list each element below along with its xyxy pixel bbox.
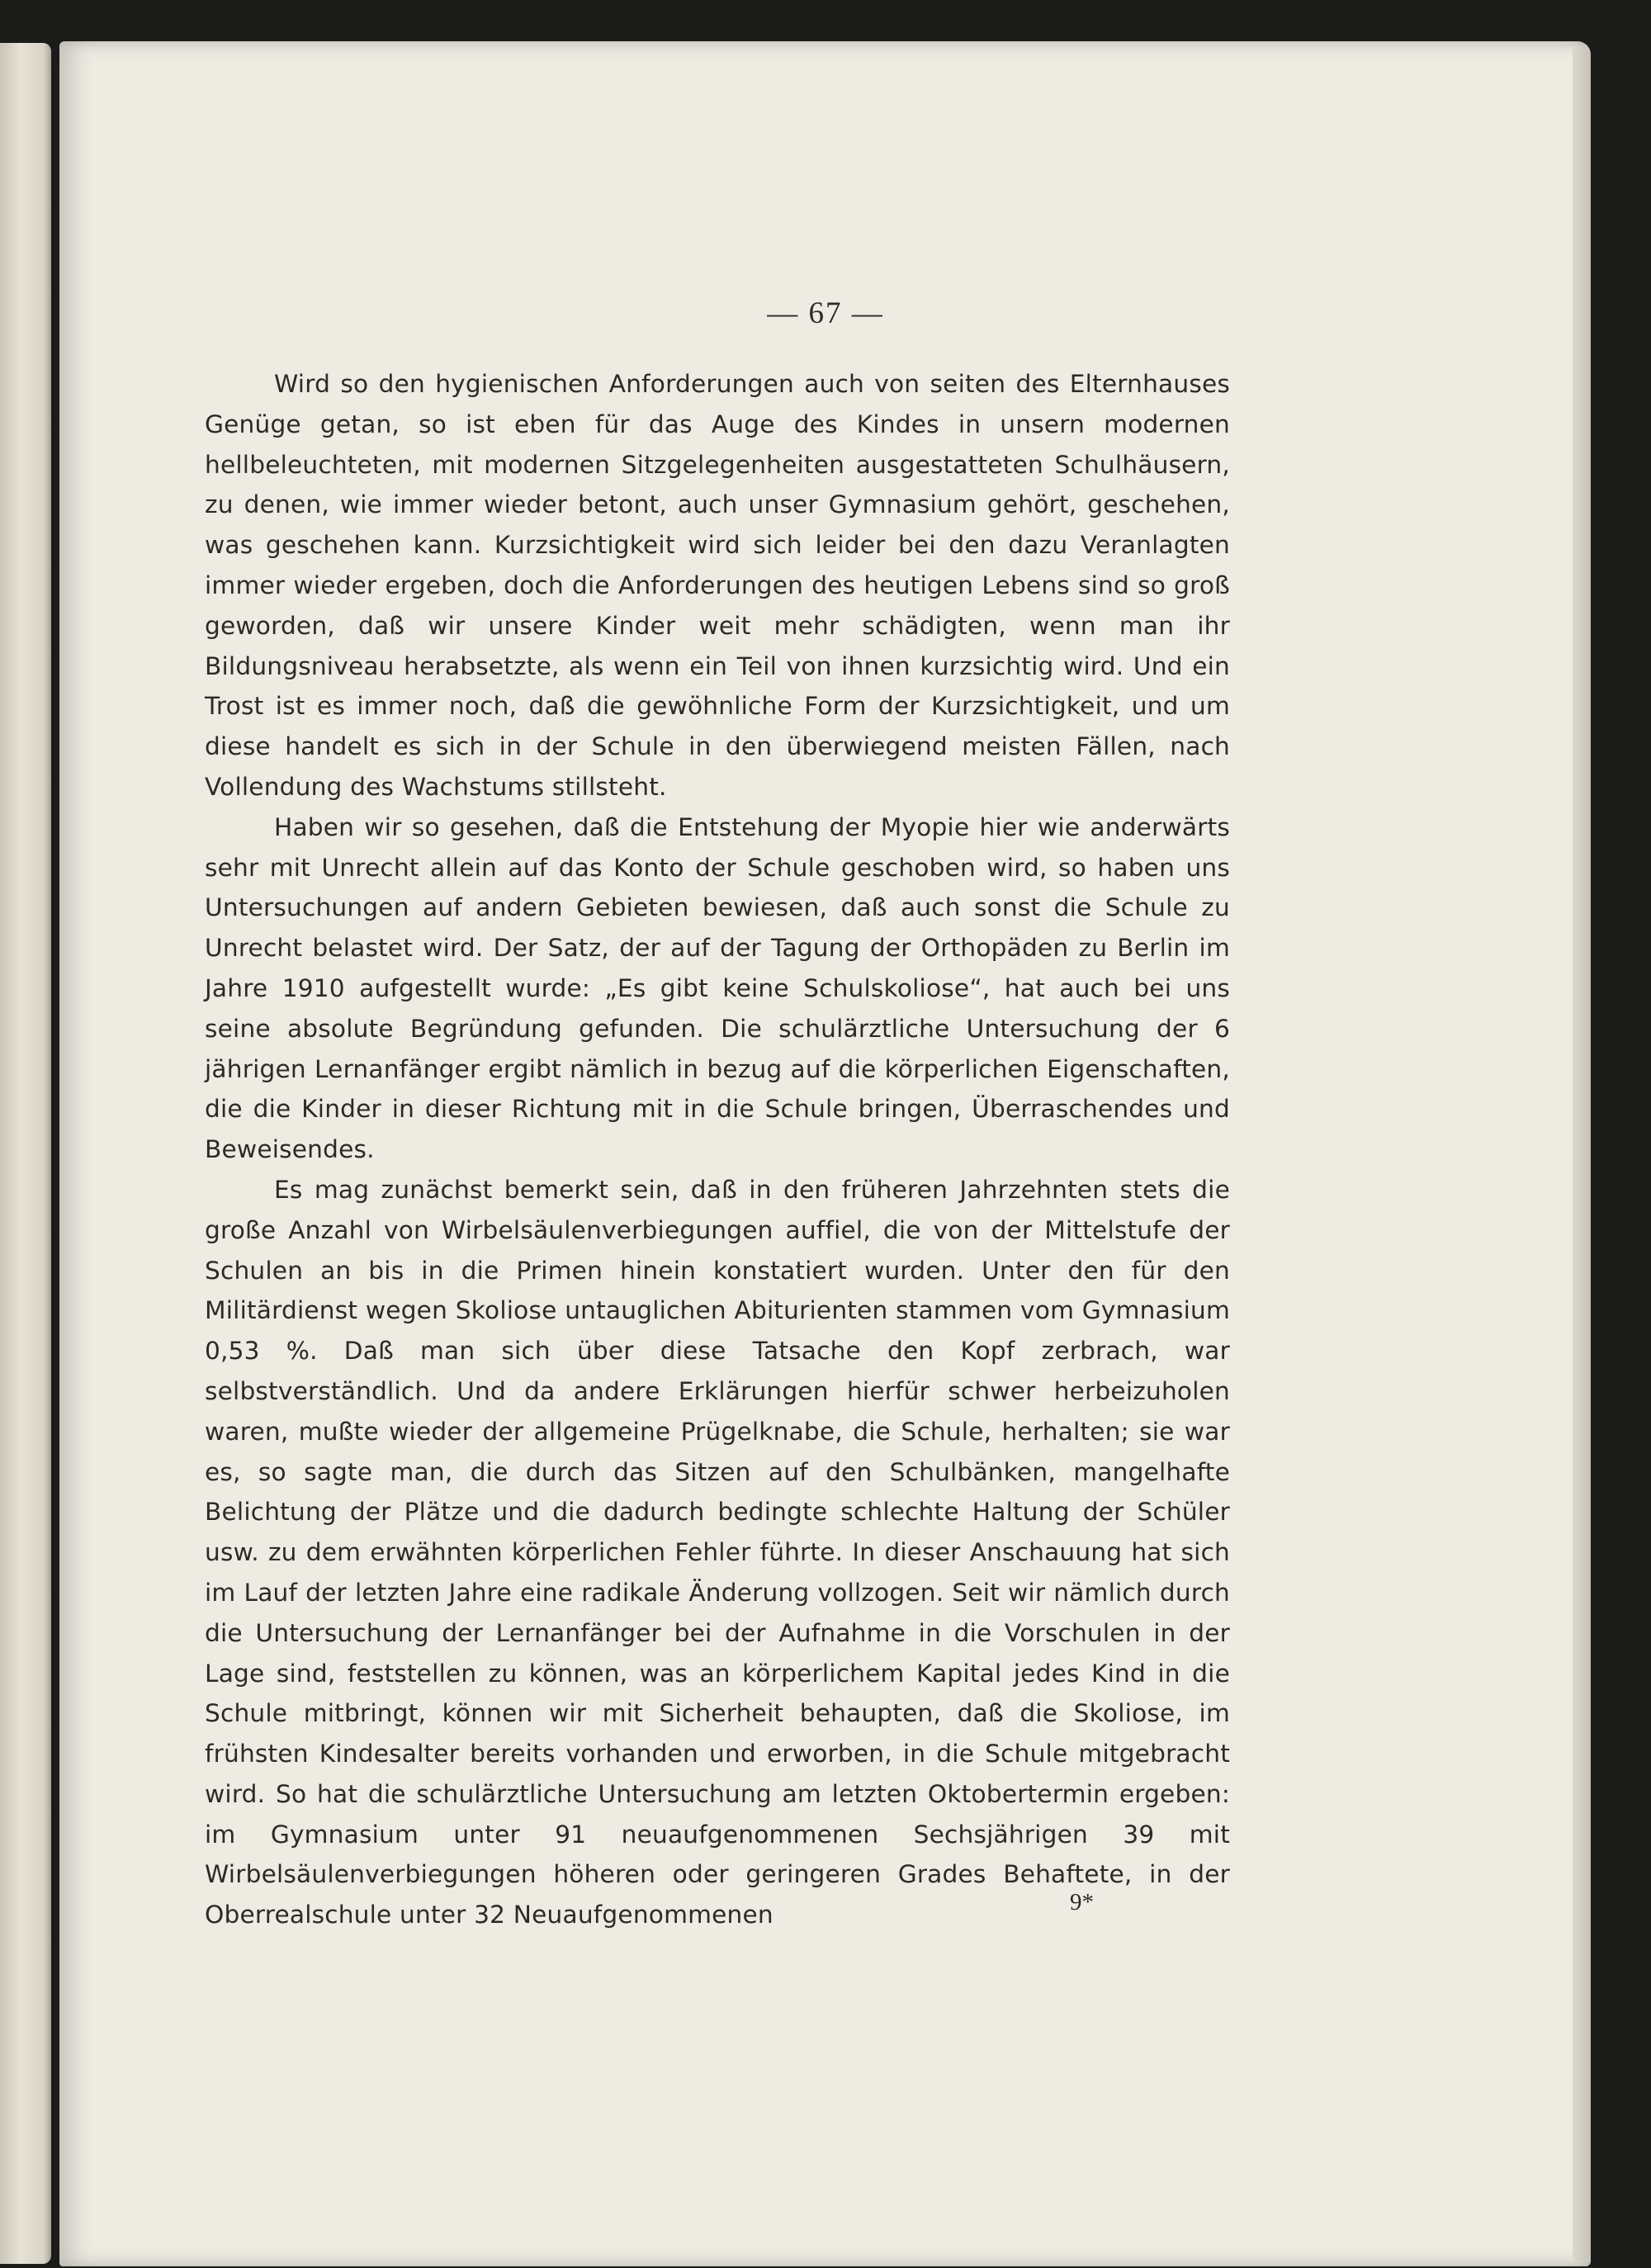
signature-mark: 9* (1070, 1889, 1094, 1915)
paragraph-1: Wird so den hygienischen Anforderungen auch von seiten des Elternhauses Genüge getan, so ist eben für das Auge des Kindes in unsern modernen hellbeleuchteten, mit modernen Sitzgelegenheiten ausgestatteten Schulhäusern, zu denen, wie immer wieder betont, auch unser Gymnasium gehört, geschehen, was geschehen kann. Kurzsichtigkeit wird sich leider bei den dazu Veranlagten immer wieder ergeben, doch die Anforderungen des heutigen Lebens sind so groß geworden, daß wir unsere Kinder weit mehr schädigten, wenn man ihr Bildungsniveau herabsetzte, als wenn ein Teil von ihnen kurzsichtig wird. Und ein Trost ist es immer noch, daß die gewöhnliche Form der Kurzsichtigkeit, und um diese handelt es sich in der Schule in den überwiegend meisten Fällen, nach Vollendung des Wachstums stillsteht. (205, 370, 1230, 801)
page-number: — 67 — (767, 296, 884, 330)
page-stack-edge (1573, 48, 1591, 2261)
facing-page-edge (0, 43, 51, 2264)
body-text (205, 364, 1230, 1935)
paragraph-3: Es mag zunächst bemerkt sein, daß in den früheren Jahrzehnten stets die große Anzahl von Wirbelsäulenverbiegungen auffiel, die von der Mittelstufe der Schulen an bis in die Primen hinein konstatiert wurden. Unter den für den Militärdienst wegen Skoliose untauglichen Abiturienten stammen vom Gymnasium 0,53 %. Daß man sich über diese Tatsache den Kopf zerbrach, war selbstverständlich. Und da andere Erklärungen hierfür schwer herbeizuholen waren, mußte wieder der allgemeine Prügelknabe, die Schule, herhalten; sie war es, so sagte man, die durch das Sitzen auf den Schulbänken, mangelhafte Belichtung der Plätze und die dadurch bedingte schlechte Haltung der Schüler usw. zu dem erwähnten körperlichen Fehler führte. In dieser Anschauung hat sich im Lauf der letzten Jahre eine radikale Änderung vollzogen. Seit wir nämlich durch die Untersuchung der Lernanfänger bei der Aufnahme in die Vorschulen in der Lage sind, feststellen zu können, was an körperlichem Kapital jedes Kind in die Schule mitbringt, können wir mit Sicherheit behaupten, daß die Skoliose, im frühsten Kindesalter bereits vorhanden und erworben, in die Schule mitgebracht wird. So hat die schulärztliche Untersuchung am letzten Oktobertermin ergeben: im Gymnasium unter 91 neuaufgenommenen Sechsjährigen 39 mit Wirbelsäulenverbiegungen höheren oder geringeren Grades Behaftete, in der Oberrealschule unter 32 Neuaufgenommenen (205, 1175, 1230, 1929)
paragraph-2: Haben wir so gesehen, daß die Entstehung der Myopie hier wie anderwärts sehr mit Unrecht allein auf das Konto der Schule geschoben wird, so haben uns Untersuchungen auf andern Gebieten bewiesen, daß auch sonst die Schule zu Unrecht belastet wird. Der Satz, der auf der Tagung der Orthopäden zu Berlin im Jahre 1910 aufgestellt wurde: „Es gibt keine Schulskoliose“, hat auch bei uns seine absolute Begründung gefunden. Die schulärztliche Untersuchung der 6 jährigen Lernanfänger ergibt nämlich in bezug auf die körperlichen Eigenschaften, die die Kinder in dieser Richtung mit in die Schule bringen, Überraschendes und Beweisendes. (205, 812, 1230, 1164)
